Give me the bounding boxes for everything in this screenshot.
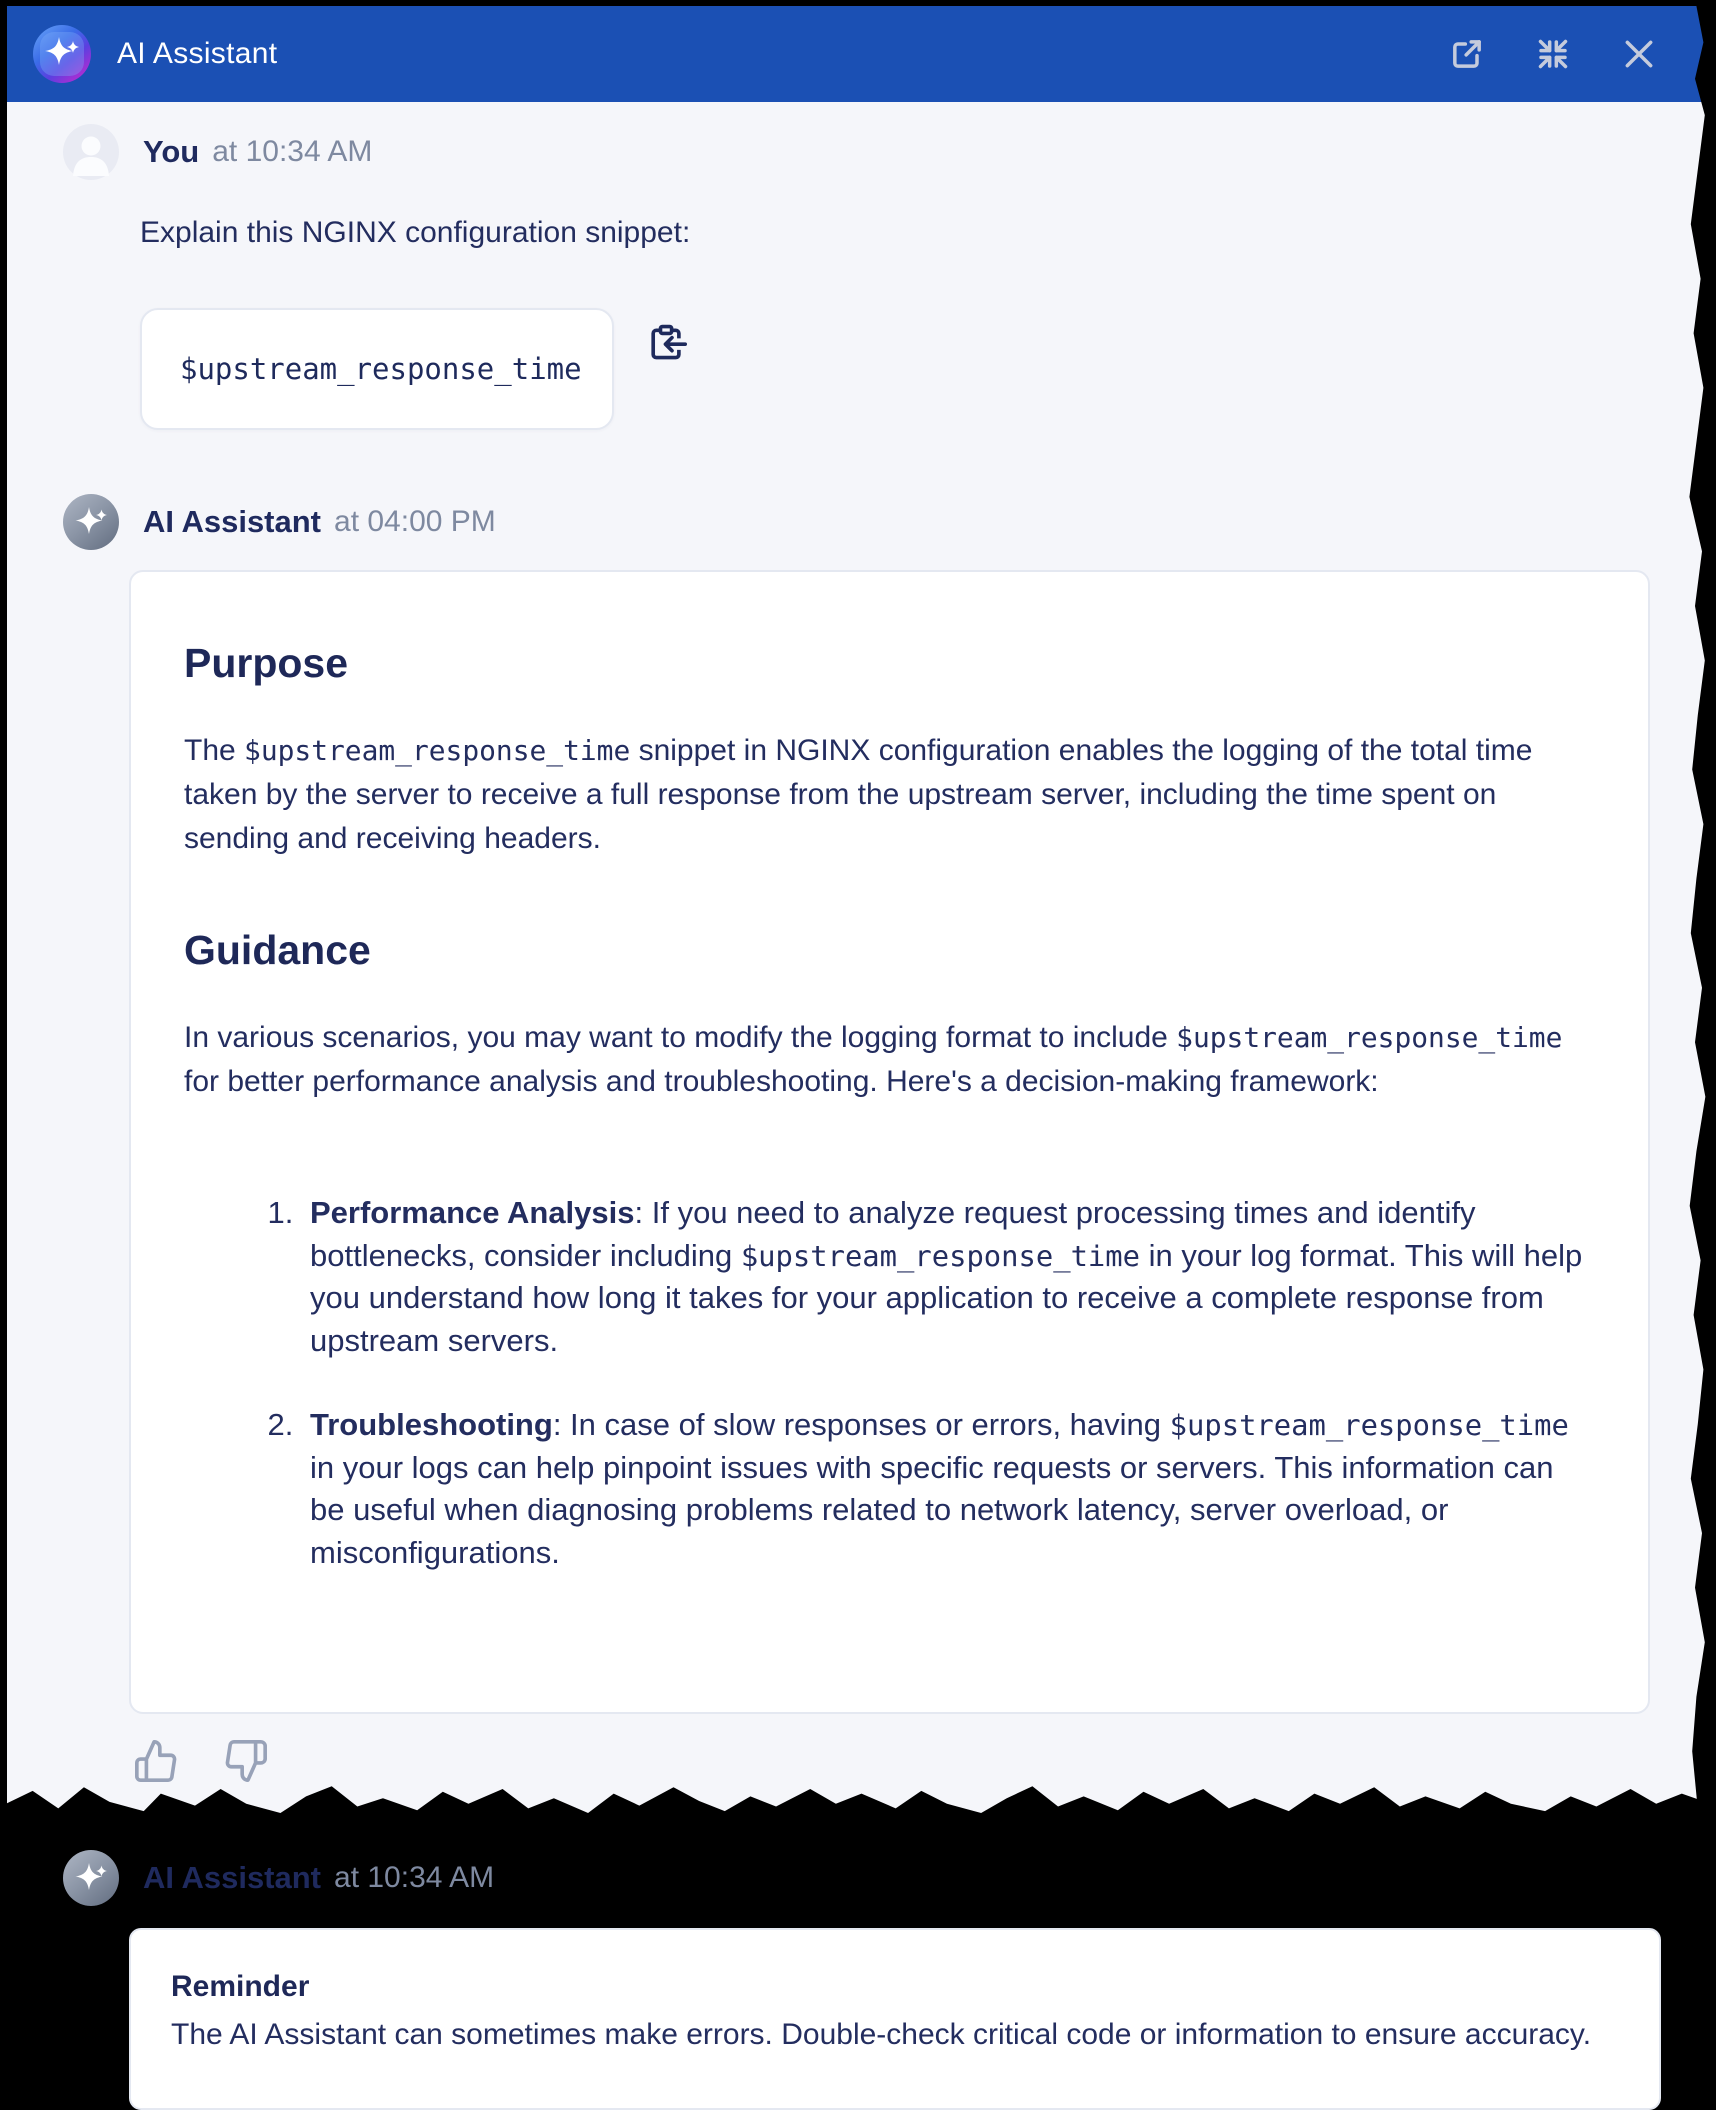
ai-assistant-avatar xyxy=(63,494,119,550)
list-item-performance-analysis: 1. Performance Analysis: If you need to analyze request processing times and identify bottlenecks, consider including $upstream_response_time in your log format. This will help you understand how long it takes for your application to receive a complete response from upstream servers. xyxy=(302,1192,1584,1362)
section-body-purpose: The $upstream_response_time snippet in NGINX configuration enables the logging of the total time taken by the server to receive a full response from the upstream server, including the time spent on sending and receiving headers. xyxy=(184,734,1533,856)
thumbs-up-icon[interactable] xyxy=(133,1738,181,1786)
message-author: AI Assistant xyxy=(143,1860,322,1896)
code-snippet-box xyxy=(140,308,614,430)
code-snippet-row xyxy=(140,308,1716,430)
message-timestamp: at 10:34 AM xyxy=(212,135,373,168)
response-feedback xyxy=(133,1738,1716,1786)
close-icon[interactable] xyxy=(1618,33,1660,75)
decision-framework-list xyxy=(184,1192,1584,1574)
user-message-header xyxy=(63,124,1716,180)
user-avatar xyxy=(63,124,119,180)
message-timestamp: at 10:34 AM xyxy=(334,1861,495,1895)
header-actions xyxy=(1446,33,1660,75)
chat-transcript xyxy=(7,102,1716,2110)
reminder-text: The AI Assistant can sometimes make errors. Double-check critical code or information to ensure accuracy. xyxy=(171,2018,1592,2052)
section-body-guidance: In various scenarios, you may want to modify the logging format to include $upstream_response_time for better performance analysis and troubleshooting. Here's a decision-making framework: xyxy=(184,1021,1563,1099)
list-item-troubleshooting: 2. Troubleshooting: In case of slow responses or errors, having $upstream_response_time in your logs can help pinpoint issues with specific requests or servers. This information can be useful when diagnosing problems related to network latency, server overload, or misconfigurations. xyxy=(302,1404,1584,1574)
assistant-message-header xyxy=(63,1850,1716,1906)
ai-assistant-logo-icon xyxy=(33,25,91,83)
thumbs-down-icon[interactable] xyxy=(223,1738,271,1786)
message-author: AI Assistant xyxy=(143,504,322,539)
assistant-message-header xyxy=(63,494,1716,550)
reminder-title: Reminder xyxy=(171,1970,310,2004)
panel-content xyxy=(7,6,1716,2052)
section-heading-purpose: Purpose xyxy=(184,640,349,686)
code-snippet-text: $upstream_response_time xyxy=(180,352,582,386)
panel-header xyxy=(7,6,1716,102)
clipboard-paste-icon[interactable] xyxy=(644,320,690,366)
section-heading-guidance: Guidance xyxy=(184,927,371,974)
ai-assistant-avatar xyxy=(63,1850,119,1906)
reminder-card xyxy=(129,1928,1661,2110)
panel-title: AI Assistant xyxy=(117,37,278,70)
open-in-new-window-icon[interactable] xyxy=(1446,33,1488,75)
message-author: You xyxy=(143,134,200,169)
assistant-response-card xyxy=(129,570,1650,1714)
message-timestamp: at 04:00 PM xyxy=(334,505,496,538)
collapse-panel-icon[interactable] xyxy=(1532,33,1574,75)
user-message-text: Explain this NGINX configuration snippet: xyxy=(140,216,691,249)
